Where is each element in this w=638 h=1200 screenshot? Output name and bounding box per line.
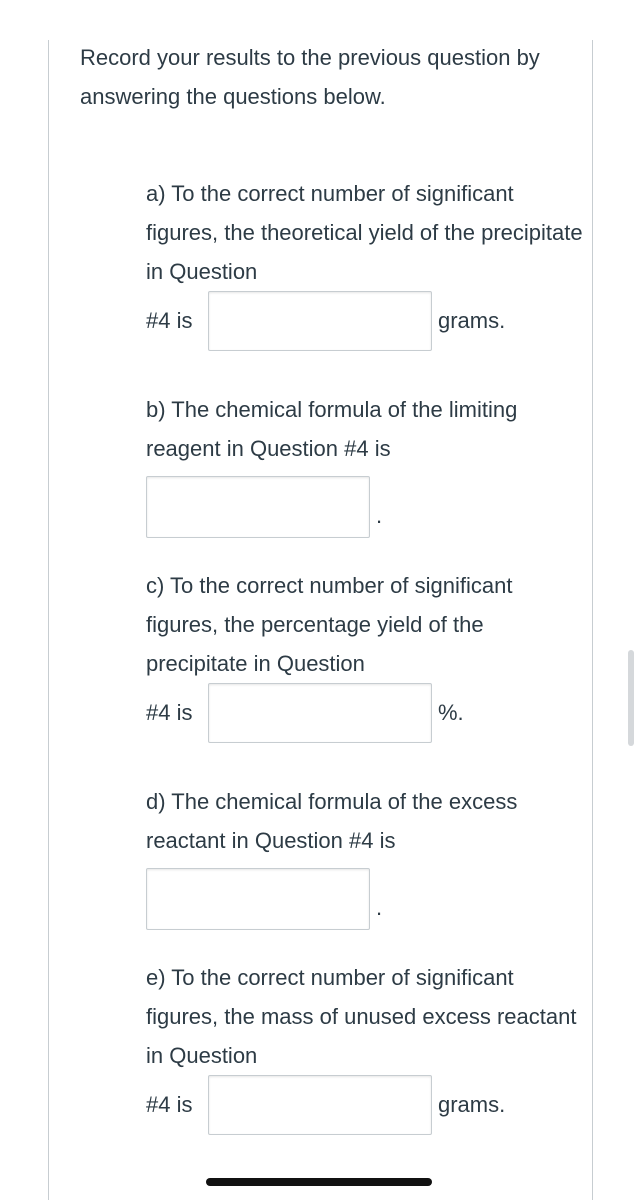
percentage-yield-input[interactable] [208,683,432,743]
question-a [146,174,586,351]
question-e [146,958,586,1135]
question-c-text: c) To the correct number of significant figures, the percentage yield of the precipitate in Question [146,573,513,676]
question-b [146,390,586,538]
question-e-unit: grams. [438,1092,506,1117]
content-border-right [592,40,593,1200]
content-border-left [48,40,49,1200]
question-b-text: b) The chemical formula of the limiting reagent in Question #4 is [146,397,518,461]
limiting-reagent-input[interactable] [146,476,370,538]
question-a-unit: grams. [438,308,506,333]
question-a-text: a) To the correct number of significant figures, the theoretical yield of the precipitate in Question [146,181,583,284]
question-c [146,566,586,743]
unused-excess-mass-input[interactable] [208,1075,432,1135]
scrollbar-thumb[interactable] [628,650,634,746]
question-d [146,782,586,930]
theoretical-yield-input[interactable] [208,291,432,351]
question-c-unit: %. [438,700,464,725]
question-d-text: d) The chemical formula of the excess reactant in Question #4 is [146,789,518,853]
question-d-period: . [376,895,383,920]
excess-reactant-input[interactable] [146,868,370,930]
question-e-prefix: #4 is [146,1092,193,1117]
question-a-prefix: #4 is [146,308,193,333]
question-e-text: e) To the correct number of significant figures, the mass of unused excess reactant in Question [146,965,577,1068]
question-c-prefix: #4 is [146,700,193,725]
question-b-period: . [376,503,383,528]
home-indicator[interactable] [206,1178,432,1186]
instructions-text: Record your results to the previous question by answering the questions below. [80,45,540,109]
